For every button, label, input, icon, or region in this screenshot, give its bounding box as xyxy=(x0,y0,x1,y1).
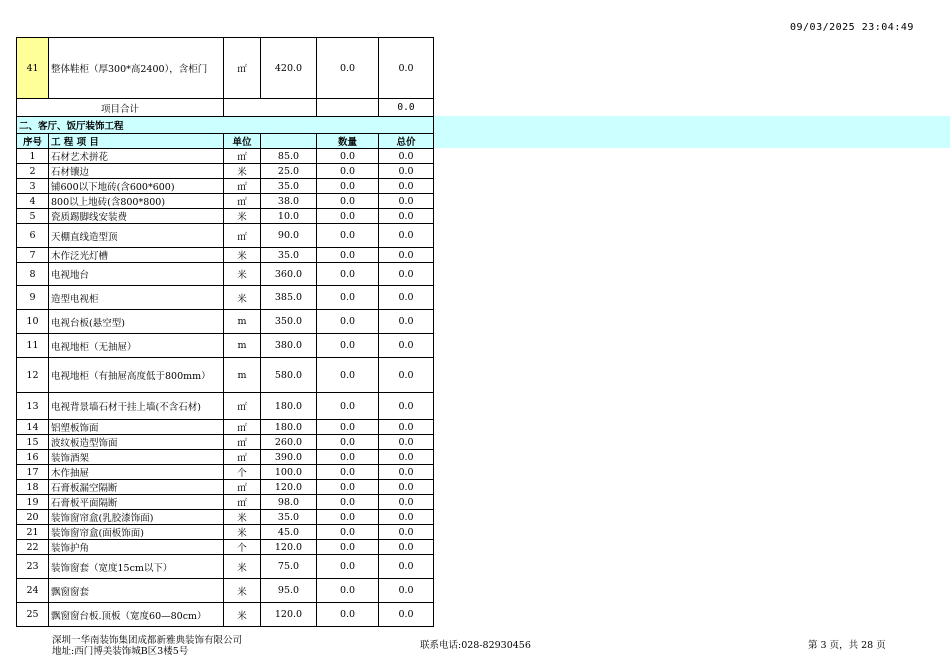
col-unit-header: 单位 xyxy=(224,134,261,149)
row-number: 2 xyxy=(17,164,49,179)
quantity: 0.0 xyxy=(317,38,379,99)
item-unit: ㎡ xyxy=(224,224,261,248)
item-unit: ㎡ xyxy=(224,179,261,194)
row-number: 6 xyxy=(17,224,49,248)
unit-price: 420.0 xyxy=(261,38,317,99)
footer-company: 深圳一华南装饰集团成都新雅典装饰有限公司 xyxy=(52,635,243,646)
item-name: 石膏板漏空隔断 xyxy=(49,480,224,495)
table-row xyxy=(17,149,434,164)
quantity: 0.0 xyxy=(317,420,379,435)
quantity: 0.0 xyxy=(317,194,379,209)
quantity: 0.0 xyxy=(317,334,379,358)
item-name: 电视背景墙石材干挂上墙(不含石材) xyxy=(49,393,224,420)
unit-price: 390.0 xyxy=(261,450,317,465)
footer-phone: 联系电话:028-82930456 xyxy=(420,640,531,651)
unit-price: 25.0 xyxy=(261,164,317,179)
unit-price: 180.0 xyxy=(261,393,317,420)
total-price: 0.0 xyxy=(379,435,434,450)
total-price: 0.0 xyxy=(379,393,434,420)
quantity: 0.0 xyxy=(317,495,379,510)
unit-price: 35.0 xyxy=(261,510,317,525)
table-row xyxy=(17,465,434,480)
item-name: 木作泛光灯槽 xyxy=(49,248,224,263)
row-number: 4 xyxy=(17,194,49,209)
table-row xyxy=(17,310,434,334)
total-price: 0.0 xyxy=(379,579,434,603)
table-row xyxy=(17,194,434,209)
unit-price: 45.0 xyxy=(261,525,317,540)
row-number: 41 xyxy=(17,38,49,99)
item-name: 波纹板造型饰面 xyxy=(49,435,224,450)
row-number: 21 xyxy=(17,525,49,540)
col-price-header xyxy=(261,134,317,149)
item-unit: ㎡ xyxy=(224,480,261,495)
row-number: 9 xyxy=(17,286,49,310)
quantity: 0.0 xyxy=(317,450,379,465)
section-title: 二、客厅、饭厅装饰工程 xyxy=(17,117,434,134)
section-band-extension xyxy=(433,116,950,148)
total-price: 0.0 xyxy=(379,263,434,286)
quantity: 0.0 xyxy=(317,358,379,393)
item-unit: m xyxy=(224,310,261,334)
row-number: 17 xyxy=(17,465,49,480)
unit-price: 38.0 xyxy=(261,194,317,209)
table-row xyxy=(17,164,434,179)
item-unit: 米 xyxy=(224,603,261,627)
row-number: 16 xyxy=(17,450,49,465)
subtotal-value: 0.0 xyxy=(379,99,434,117)
table-row xyxy=(17,450,434,465)
quantity: 0.0 xyxy=(317,286,379,310)
row-number: 15 xyxy=(17,435,49,450)
item-unit: 米 xyxy=(224,209,261,224)
item-name: 铺600以下地砖(含600*600) xyxy=(49,179,224,194)
total-price: 0.0 xyxy=(379,358,434,393)
table-row xyxy=(17,603,434,627)
item-unit: 个 xyxy=(224,465,261,480)
item-name: 飘窗窗台板.顶板（宽度60—80cm） xyxy=(49,603,224,627)
quantity: 0.0 xyxy=(317,393,379,420)
footer-page-number: 第 3 页，共 28 页 xyxy=(808,640,886,651)
item-unit: 米 xyxy=(224,286,261,310)
row-number: 19 xyxy=(17,495,49,510)
table-row xyxy=(17,248,434,263)
item-name: 电视台板(悬空型) xyxy=(49,310,224,334)
item-unit: ㎡ xyxy=(224,194,261,209)
item-unit: 米 xyxy=(224,510,261,525)
quantity: 0.0 xyxy=(317,310,379,334)
col-no-header: 序号 xyxy=(17,134,49,149)
item-unit: ㎡ xyxy=(224,38,261,99)
col-total-header: 总价 xyxy=(379,134,434,149)
quantity: 0.0 xyxy=(317,248,379,263)
table-row xyxy=(17,358,434,393)
total-price: 0.0 xyxy=(379,495,434,510)
table-row xyxy=(17,435,434,450)
unit-price: 350.0 xyxy=(261,310,317,334)
table-row xyxy=(17,420,434,435)
unit-price: 35.0 xyxy=(261,248,317,263)
row-number: 22 xyxy=(17,540,49,555)
row-number: 20 xyxy=(17,510,49,525)
subtotal-blank xyxy=(317,99,379,117)
item-unit: ㎡ xyxy=(224,435,261,450)
table-row xyxy=(17,525,434,540)
row-number: 10 xyxy=(17,310,49,334)
table-row xyxy=(17,480,434,495)
unit-price: 120.0 xyxy=(261,603,317,627)
prev-item-row xyxy=(17,38,434,99)
row-number: 18 xyxy=(17,480,49,495)
item-unit: 米 xyxy=(224,263,261,286)
item-name: 整体鞋柜（厚300*高2400），含柜门 xyxy=(49,38,224,99)
total-price: 0.0 xyxy=(379,248,434,263)
row-number: 1 xyxy=(17,149,49,164)
row-number: 7 xyxy=(17,248,49,263)
item-name: 石材镶边 xyxy=(49,164,224,179)
table-row xyxy=(17,393,434,420)
unit-price: 95.0 xyxy=(261,579,317,603)
section-title-row xyxy=(17,117,434,134)
row-number: 12 xyxy=(17,358,49,393)
table-row xyxy=(17,334,434,358)
quantity: 0.0 xyxy=(317,465,379,480)
table-row xyxy=(17,579,434,603)
subtotal-spacer xyxy=(224,99,317,117)
unit-price: 180.0 xyxy=(261,420,317,435)
quantity: 0.0 xyxy=(317,579,379,603)
item-name: 造型电视柜 xyxy=(49,286,224,310)
row-number: 8 xyxy=(17,263,49,286)
total-price: 0.0 xyxy=(379,510,434,525)
unit-price: 360.0 xyxy=(261,263,317,286)
unit-price: 35.0 xyxy=(261,179,317,194)
quantity: 0.0 xyxy=(317,480,379,495)
item-name: 石膏板平面隔断 xyxy=(49,495,224,510)
unit-price: 90.0 xyxy=(261,224,317,248)
quantity: 0.0 xyxy=(317,510,379,525)
total-price: 0.0 xyxy=(379,555,434,579)
unit-price: 75.0 xyxy=(261,555,317,579)
unit-price: 580.0 xyxy=(261,358,317,393)
table-row xyxy=(17,263,434,286)
row-number: 25 xyxy=(17,603,49,627)
item-name: 铝塑板饰面 xyxy=(49,420,224,435)
quantity: 0.0 xyxy=(317,149,379,164)
quantity: 0.0 xyxy=(317,525,379,540)
item-name: 木作抽屉 xyxy=(49,465,224,480)
total-price: 0.0 xyxy=(379,224,434,248)
item-name: 电视地台 xyxy=(49,263,224,286)
item-name: 电视地柜（无抽屉） xyxy=(49,334,224,358)
col-item-header: 工 程 项 目 xyxy=(49,134,224,149)
item-unit: ㎡ xyxy=(224,420,261,435)
unit-price: 385.0 xyxy=(261,286,317,310)
item-unit: 米 xyxy=(224,164,261,179)
row-number: 24 xyxy=(17,579,49,603)
total-price: 0.0 xyxy=(379,334,434,358)
total-price: 0.0 xyxy=(379,525,434,540)
total-price: 0.0 xyxy=(379,149,434,164)
item-name: 装饰窗帘盒(乳胶漆饰面) xyxy=(49,510,224,525)
total-price: 0.0 xyxy=(379,420,434,435)
item-name: 飘窗窗套 xyxy=(49,579,224,603)
subtotal-row xyxy=(17,99,434,117)
item-unit: ㎡ xyxy=(224,495,261,510)
quantity: 0.0 xyxy=(317,555,379,579)
total-price: 0.0 xyxy=(379,209,434,224)
item-unit: ㎡ xyxy=(224,149,261,164)
table-row xyxy=(17,179,434,194)
table-row xyxy=(17,555,434,579)
total-price: 0.0 xyxy=(379,179,434,194)
item-name: 800以上地砖(含800*800) xyxy=(49,194,224,209)
total-price: 0.0 xyxy=(379,310,434,334)
item-unit: m xyxy=(224,358,261,393)
unit-price: 120.0 xyxy=(261,480,317,495)
total-price: 0.0 xyxy=(379,480,434,495)
table-row xyxy=(17,495,434,510)
item-unit: m xyxy=(224,334,261,358)
item-unit: 米 xyxy=(224,525,261,540)
quantity: 0.0 xyxy=(317,435,379,450)
unit-price: 260.0 xyxy=(261,435,317,450)
row-number: 5 xyxy=(17,209,49,224)
quantity: 0.0 xyxy=(317,179,379,194)
subtotal-label: 项目合计 xyxy=(17,99,224,117)
unit-price: 380.0 xyxy=(261,334,317,358)
total-price: 0.0 xyxy=(379,465,434,480)
item-unit: 米 xyxy=(224,579,261,603)
footer-address: 地址:西门博美装饰城B区3楼5号 xyxy=(52,646,189,657)
quantity: 0.0 xyxy=(317,224,379,248)
item-name: 装饰酒架 xyxy=(49,450,224,465)
item-name: 石材艺术拼花 xyxy=(49,149,224,164)
total-price: 0.0 xyxy=(379,38,434,99)
quantity: 0.0 xyxy=(317,603,379,627)
unit-price: 100.0 xyxy=(261,465,317,480)
item-name: 装饰窗套（宽度15cm以下） xyxy=(49,555,224,579)
table-row xyxy=(17,286,434,310)
item-unit: 个 xyxy=(224,540,261,555)
unit-price: 98.0 xyxy=(261,495,317,510)
unit-price: 10.0 xyxy=(261,209,317,224)
row-number: 13 xyxy=(17,393,49,420)
unit-price: 120.0 xyxy=(261,540,317,555)
row-number: 23 xyxy=(17,555,49,579)
item-name: 瓷质踢脚线安装费 xyxy=(49,209,224,224)
total-price: 0.0 xyxy=(379,603,434,627)
total-price: 0.0 xyxy=(379,450,434,465)
column-header-row xyxy=(17,134,434,149)
print-datetime: 09/03/2025 23:04:49 xyxy=(790,22,914,33)
total-price: 0.0 xyxy=(379,194,434,209)
row-number: 11 xyxy=(17,334,49,358)
total-price: 0.0 xyxy=(379,540,434,555)
total-price: 0.0 xyxy=(379,164,434,179)
item-name: 电视地柜（有抽屉高度低于800mm） xyxy=(49,358,224,393)
item-name: 装饰窗帘盒(面板饰面) xyxy=(49,525,224,540)
quote-table xyxy=(16,37,434,627)
quantity: 0.0 xyxy=(317,263,379,286)
item-unit: 米 xyxy=(224,555,261,579)
table-row xyxy=(17,224,434,248)
item-name: 装饰护角 xyxy=(49,540,224,555)
item-unit: ㎡ xyxy=(224,450,261,465)
item-unit: 米 xyxy=(224,248,261,263)
table-row xyxy=(17,510,434,525)
item-unit: ㎡ xyxy=(224,393,261,420)
quantity: 0.0 xyxy=(317,209,379,224)
item-name: 天棚直线造型顶 xyxy=(49,224,224,248)
unit-price: 85.0 xyxy=(261,149,317,164)
quantity: 0.0 xyxy=(317,164,379,179)
quantity: 0.0 xyxy=(317,540,379,555)
total-price: 0.0 xyxy=(379,286,434,310)
table-row xyxy=(17,209,434,224)
table-row xyxy=(17,540,434,555)
row-number: 14 xyxy=(17,420,49,435)
row-number: 3 xyxy=(17,179,49,194)
col-qty-header: 数量 xyxy=(317,134,379,149)
